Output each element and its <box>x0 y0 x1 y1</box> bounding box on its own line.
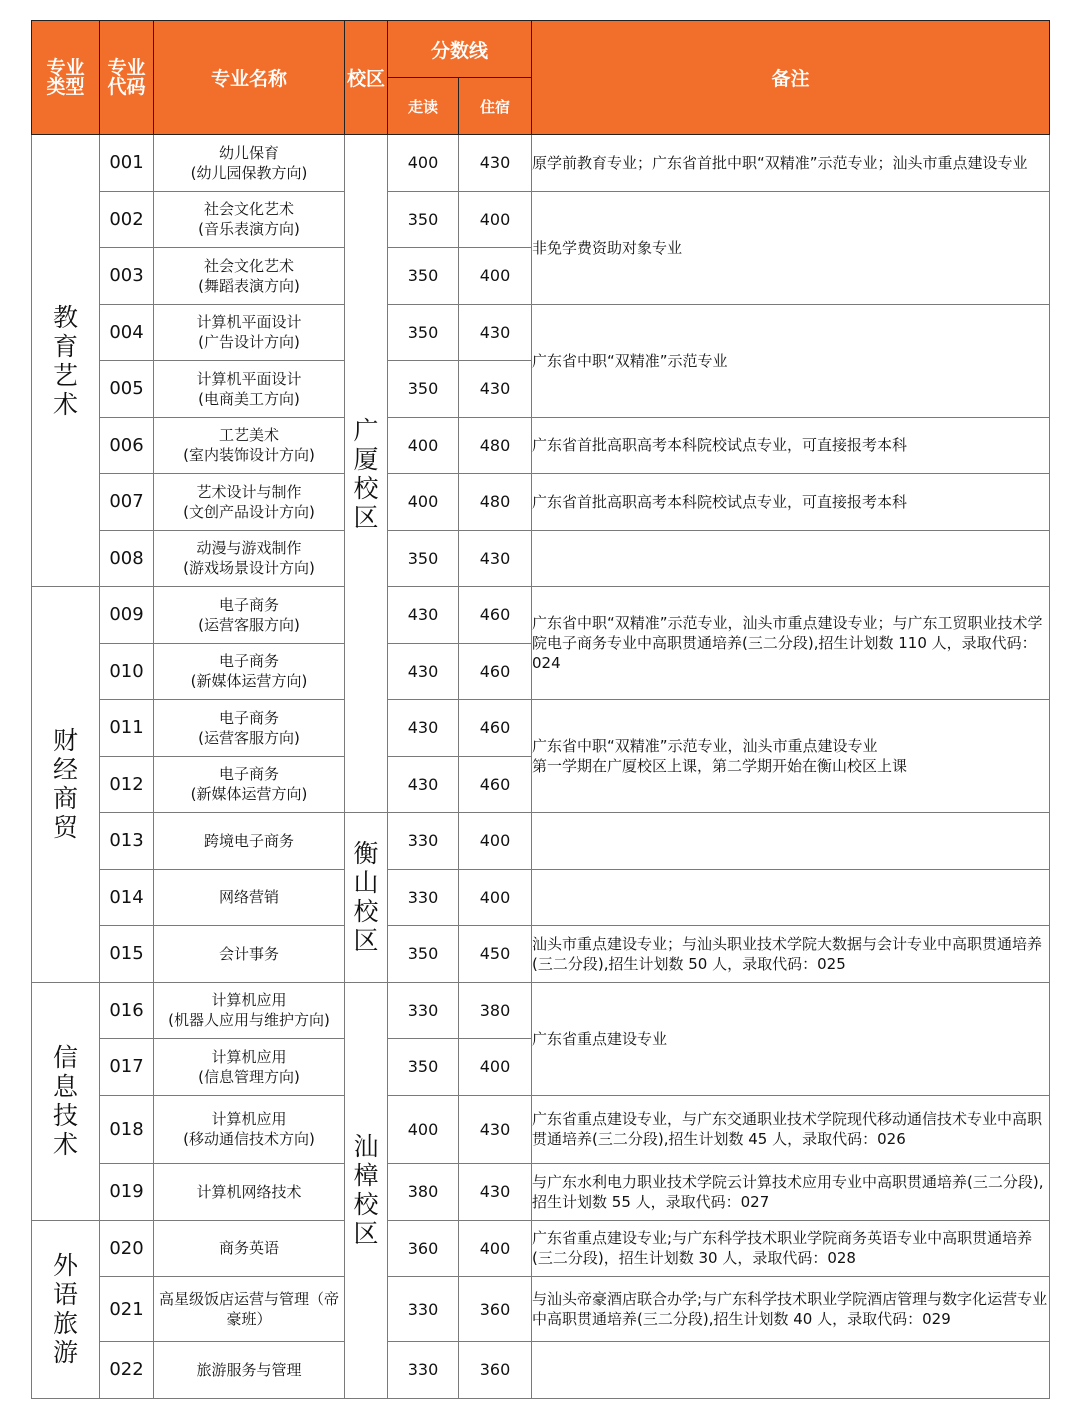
note-cell <box>532 869 1050 926</box>
table-row <box>32 1095 1050 1163</box>
header-campus: 校区 <box>345 21 388 135</box>
commute-score: 400 <box>388 417 459 474</box>
major-name <box>154 982 345 1039</box>
table-row <box>32 1163 1050 1220</box>
boarding-score: 430 <box>459 361 532 418</box>
major-name-direction: (机器人应用与维护方向) <box>168 1011 330 1030</box>
major-name <box>154 926 345 983</box>
major-name-main: 社会文化艺术 <box>203 200 294 219</box>
major-name-main: 商务英语 <box>218 1239 279 1258</box>
campus-label: 广厦校区 <box>353 415 379 532</box>
note-cell: 广东省重点建设专业 <box>532 982 1050 1095</box>
major-name-main: 艺术设计与制作 <box>196 482 302 501</box>
major-code: 016 <box>100 982 154 1039</box>
major-code: 021 <box>100 1277 154 1342</box>
boarding-score: 460 <box>459 700 532 757</box>
boarding-score: 400 <box>459 869 532 926</box>
major-code: 005 <box>100 361 154 418</box>
major-name-direction: (新媒体运营方向) <box>190 785 308 804</box>
major-name-main: 电子商务 <box>218 595 279 614</box>
table-row <box>32 191 1050 248</box>
major-name-main: 电子商务 <box>218 708 279 727</box>
header-major-name: 专业名称 <box>154 21 345 135</box>
note-cell: 广东省重点建设专业，与广东交通职业技术学院现代移动通信技术专业中高职贯通培养(三二分段),招生计划数 45 人，录取代码：026 <box>532 1095 1050 1163</box>
major-name-main: 会计事务 <box>218 944 279 963</box>
note-cell <box>532 813 1050 870</box>
note-cell: 广东省中职“双精准”示范专业，汕头市重点建设专业 第一学期在广厦校区上课，第二学期开始在衡山校区上课 <box>532 700 1050 813</box>
major-code: 018 <box>100 1095 154 1163</box>
major-code: 009 <box>100 587 154 644</box>
major-name <box>154 474 345 531</box>
major-name-main: 电子商务 <box>218 765 279 784</box>
commute-score: 430 <box>388 587 459 644</box>
major-name-main: 计算机应用 <box>211 1110 287 1128</box>
major-name-main: 电子商务 <box>218 652 279 671</box>
major-name <box>154 1220 345 1277</box>
major-name-main: 社会文化艺术 <box>203 256 294 275</box>
major-code: 020 <box>100 1220 154 1277</box>
header-boarding-score: 住宿 <box>459 78 532 135</box>
note-cell: 汕头市重点建设专业；与汕头职业技术学院大数据与会计专业中高职贯通培养(三二分段),招生计划数 50 人，录取代码：025 <box>532 926 1050 983</box>
commute-score: 350 <box>388 926 459 983</box>
commute-score: 350 <box>388 304 459 361</box>
major-name-direction: (新媒体运营方向) <box>190 672 308 691</box>
major-code: 017 <box>100 1039 154 1096</box>
boarding-score: 400 <box>459 1220 532 1277</box>
boarding-score: 430 <box>459 530 532 587</box>
table-row <box>32 304 1050 361</box>
major-code: 006 <box>100 417 154 474</box>
commute-score: 330 <box>388 982 459 1039</box>
major-name-main: 计算机平面设计 <box>196 313 302 332</box>
major-name-direction: (幼儿园保教方向) <box>190 163 308 182</box>
category-label: 财经商贸 <box>52 726 78 843</box>
major-name <box>154 191 345 248</box>
note-cell: 与汕头帝豪酒店联合办学;与广东科学技术职业学院酒店管理与数字化运营专业中高职贯通培养(三二分段),招生计划数 40 人，录取代码：029 <box>532 1277 1050 1342</box>
campus-cell-shanzhang <box>345 982 388 1398</box>
commute-score: 350 <box>388 530 459 587</box>
major-code: 011 <box>100 700 154 757</box>
major-name-main: 跨境电子商务 <box>203 831 294 850</box>
table-row <box>32 700 1050 757</box>
table-row <box>32 1220 1050 1277</box>
note-cell: 广东省首批高职高考本科院校试点专业，可直接报考本科 <box>532 417 1050 474</box>
note-cell: 广东省中职“双精准”示范专业，汕头市重点建设专业；与广东工贸职业技术学院电子商务专业中高职贯通培养(三二分段),招生计划数 110 人，录取代码：024 <box>532 587 1050 700</box>
boarding-score: 400 <box>459 813 532 870</box>
note-cell: 非免学费资助对象专业 <box>532 191 1050 304</box>
commute-score: 330 <box>388 869 459 926</box>
boarding-score: 430 <box>459 1163 532 1220</box>
table-row <box>32 926 1050 983</box>
boarding-score: 430 <box>459 304 532 361</box>
boarding-score: 460 <box>459 587 532 644</box>
major-name <box>154 813 345 870</box>
major-code: 002 <box>100 191 154 248</box>
boarding-score: 380 <box>459 982 532 1039</box>
header-major-type: 专业 类型 <box>32 21 100 135</box>
major-name <box>154 530 345 587</box>
major-name <box>154 417 345 474</box>
header-major-code: 专业 代码 <box>100 21 154 135</box>
major-code: 013 <box>100 813 154 870</box>
major-name <box>154 700 345 757</box>
table-row <box>32 813 1050 870</box>
major-code: 015 <box>100 926 154 983</box>
boarding-score: 480 <box>459 417 532 474</box>
commute-score: 330 <box>388 1342 459 1399</box>
boarding-score: 460 <box>459 756 532 813</box>
major-name-main: 计算机网络技术 <box>196 1182 302 1201</box>
commute-score: 430 <box>388 643 459 700</box>
campus-cell-guangsha <box>345 135 388 813</box>
table-row <box>32 587 1050 644</box>
boarding-score: 450 <box>459 926 532 983</box>
commute-score: 350 <box>388 1039 459 1096</box>
major-code: 012 <box>100 756 154 813</box>
commute-score: 430 <box>388 756 459 813</box>
table-body <box>32 135 1050 1399</box>
major-name-direction: (移动通信技术方向) <box>183 1130 315 1148</box>
major-name-direction: (舞蹈表演方向) <box>198 276 300 295</box>
boarding-score: 360 <box>459 1277 532 1342</box>
note-cell: 广东省重点建设专业;与广东科学技术职业学院商务英语专业中高职贯通培养(三二分段)，招生计划数 30 人，录取代码：028 <box>532 1220 1050 1277</box>
table-row <box>32 474 1050 531</box>
major-name-main: 网络营销 <box>218 888 279 907</box>
boarding-score: 360 <box>459 1342 532 1399</box>
table-row <box>32 869 1050 926</box>
major-name-direction: (广告设计方向) <box>198 333 300 352</box>
major-name-main: 工艺美术 <box>218 426 279 445</box>
major-name-direction: (电商美工方向) <box>198 389 300 408</box>
major-name <box>154 756 345 813</box>
major-name-direction: (运营客服方向) <box>198 615 300 634</box>
campus-label: 衡山校区 <box>353 839 379 956</box>
boarding-score: 400 <box>459 248 532 305</box>
major-name-main: 动漫与游戏制作 <box>196 539 302 558</box>
major-name-main: 高星级饭店运营与管理（帝豪班） <box>158 1290 339 1328</box>
commute-score: 350 <box>388 248 459 305</box>
commute-score: 330 <box>388 1277 459 1342</box>
major-code: 007 <box>100 474 154 531</box>
category-cell-education-art <box>32 135 100 587</box>
table-row <box>32 530 1050 587</box>
note-cell: 广东省首批高职高考本科院校试点专业，可直接报考本科 <box>532 474 1050 531</box>
table-row <box>32 135 1050 192</box>
campus-cell-hengshan <box>345 813 388 983</box>
major-name <box>154 1277 345 1342</box>
major-name-direction: (室内装饰设计方向) <box>183 446 315 465</box>
major-code: 019 <box>100 1163 154 1220</box>
major-name-main: 计算机应用 <box>211 991 287 1010</box>
major-code: 014 <box>100 869 154 926</box>
note-cell: 与广东水利电力职业技术学院云计算技术应用专业中高职贯通培养(三二分段),招生计划数 55 人，录取代码：027 <box>532 1163 1050 1220</box>
category-label: 信息技术 <box>52 1043 78 1159</box>
table-row <box>32 1277 1050 1342</box>
major-name <box>154 643 345 700</box>
major-code: 001 <box>100 135 154 192</box>
boarding-score: 400 <box>459 191 532 248</box>
major-name-direction: (音乐表演方向) <box>198 220 300 239</box>
table-row <box>32 417 1050 474</box>
major-name <box>154 1163 345 1220</box>
major-name-direction: (文创产品设计方向) <box>183 502 315 521</box>
header-commute-score: 走读 <box>388 78 459 135</box>
major-name <box>154 1039 345 1096</box>
major-name <box>154 1342 345 1399</box>
boarding-score: 460 <box>459 643 532 700</box>
note-cell <box>532 530 1050 587</box>
note-cell: 广东省中职“双精准”示范专业 <box>532 304 1050 417</box>
major-name <box>154 304 345 361</box>
admission-score-table <box>31 20 1050 1399</box>
header-note: 备注 <box>532 21 1050 135</box>
commute-score: 400 <box>388 1095 459 1163</box>
major-name-main: 计算机平面设计 <box>196 369 302 388</box>
header-score-line: 分数线 <box>388 21 532 78</box>
boarding-score: 430 <box>459 135 532 192</box>
note-cell: 原学前教育专业；广东省首批中职“双精准”示范专业；汕头市重点建设专业 <box>532 135 1050 192</box>
commute-score: 330 <box>388 813 459 870</box>
major-name-direction: (运营客服方向) <box>198 728 300 747</box>
major-name <box>154 135 345 192</box>
commute-score: 350 <box>388 191 459 248</box>
commute-score: 360 <box>388 1220 459 1277</box>
major-name-main: 旅游服务与管理 <box>196 1360 302 1379</box>
major-name-main: 幼儿保育 <box>218 143 279 162</box>
commute-score: 380 <box>388 1163 459 1220</box>
major-name-direction: (信息管理方向) <box>198 1067 300 1086</box>
boarding-score: 430 <box>459 1095 532 1163</box>
admission-table-sheet <box>31 20 1050 1399</box>
major-name <box>154 1095 345 1163</box>
major-code: 003 <box>100 248 154 305</box>
major-name <box>154 869 345 926</box>
table-row <box>32 982 1050 1039</box>
commute-score: 350 <box>388 361 459 418</box>
major-name <box>154 587 345 644</box>
major-code: 004 <box>100 304 154 361</box>
major-name-direction: (游戏场景设计方向) <box>183 559 315 578</box>
major-code: 008 <box>100 530 154 587</box>
note-cell <box>532 1342 1050 1399</box>
major-code: 022 <box>100 1342 154 1399</box>
campus-label: 汕樟校区 <box>353 1132 379 1248</box>
major-name <box>154 248 345 305</box>
category-cell-language-tourism <box>32 1220 100 1398</box>
category-label: 教育艺术 <box>52 302 78 419</box>
table-row <box>32 1342 1050 1399</box>
category-cell-info-tech <box>32 982 100 1220</box>
table-header <box>32 21 1050 135</box>
category-cell-finance-trade <box>32 587 100 983</box>
major-name-main: 计算机应用 <box>211 1047 287 1066</box>
major-code: 010 <box>100 643 154 700</box>
commute-score: 430 <box>388 700 459 757</box>
boarding-score: 400 <box>459 1039 532 1096</box>
boarding-score: 480 <box>459 474 532 531</box>
category-label: 外语旅游 <box>52 1251 78 1367</box>
major-name <box>154 361 345 418</box>
commute-score: 400 <box>388 135 459 192</box>
commute-score: 400 <box>388 474 459 531</box>
